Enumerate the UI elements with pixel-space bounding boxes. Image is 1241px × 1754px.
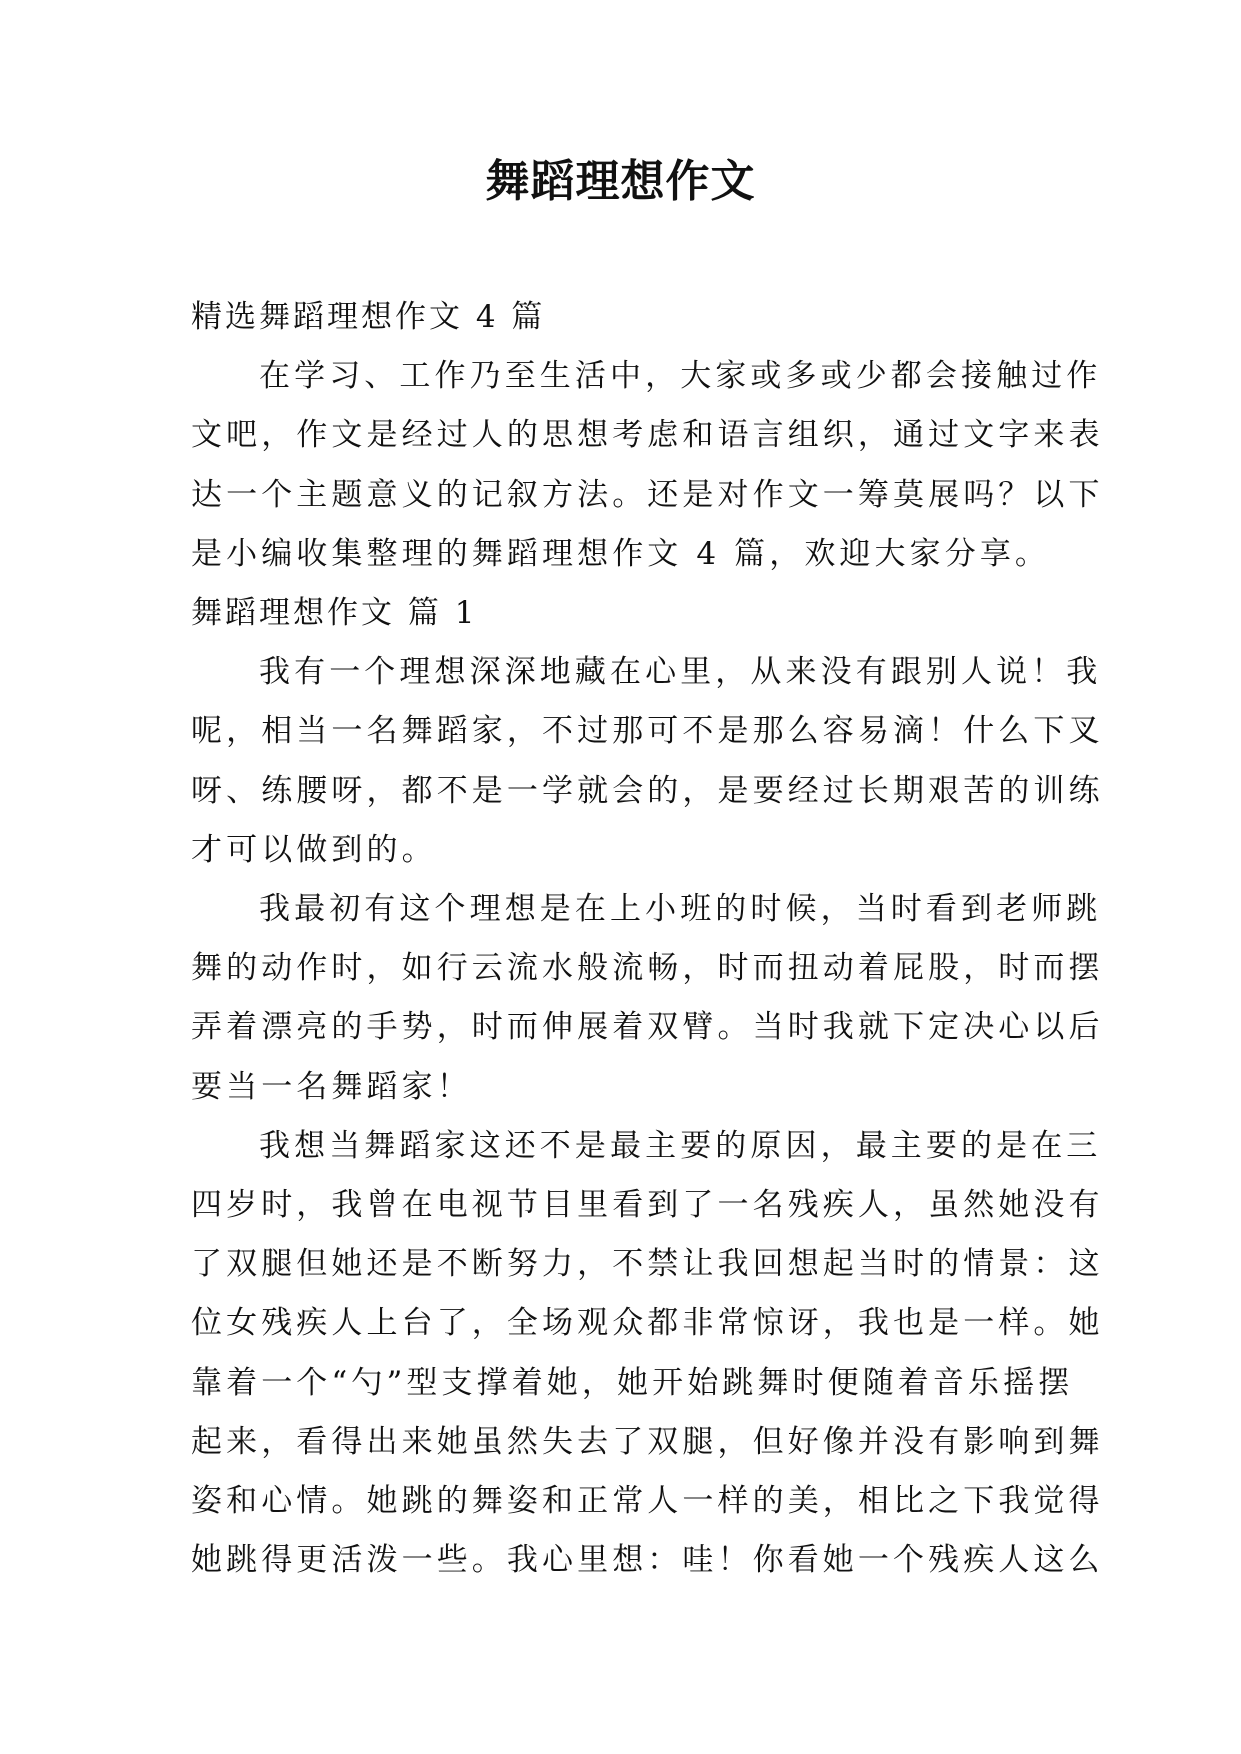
text-line: 靠着一个“勺”型支撑着她，她开始跳舞时便随着音乐摇摆 [191,1364,1074,1401]
text-line: 才可以做到的。 [191,831,437,868]
text-line: 要当一名舞蹈家！ [191,1068,472,1105]
text-line: 位女残疾人上台了，全场观众都非常惊讶，我也是一样。她 [191,1305,1104,1342]
document-title: 舞蹈理想作文 [485,156,756,207]
text-line: 我有一个理想深深地藏在心里，从来没有跟别人说！我 [259,654,1102,691]
text-line: 在学习、工作乃至生活中，大家或多或少都会接触过作 [259,358,1102,395]
text-line: 了双腿但她还是不断努力，不禁让我回想起当时的情景：这 [191,1246,1104,1283]
text-line: 呢，相当一名舞蹈家，不过那可不是那么容易滴！什么下叉 [191,713,1104,750]
text-line: 起来，看得出来她虽然失去了双腿，但好像并没有影响到舞 [191,1423,1104,1460]
document-body [191,288,1104,1590]
text-line: 呀、练腰呀，都不是一学就会的，是要经过长期艰苦的训练 [191,772,1104,809]
text-line: 我最初有这个理想是在上小班的时候，当时看到老师跳 [259,891,1102,928]
section-heading: 精选舞蹈理想作文 4 篇 [191,299,546,335]
text-line: 是小编收集整理的舞蹈理想作文 4 篇，欢迎大家分享。 [191,535,1051,572]
text-line: 文吧，作文是经过人的思想考虑和语言组织，通过文字来表 [191,417,1104,454]
text-line: 达一个主题意义的记叙方法。还是对作文一筹莫展吗？以下 [191,476,1104,513]
text-line: 舞的动作时，如行云流水般流畅，时而扭动着屁股，时而摆 [191,950,1104,987]
text-line: 我想当舞蹈家这还不是最主要的原因，最主要的是在三 [259,1127,1102,1164]
text-line: 弄着漂亮的手势，时而伸展着双臂。当时我就下定决心以后 [191,1009,1104,1046]
section-heading: 舞蹈理想作文 篇 1 [191,595,478,632]
text-line: 四岁时，我曾在电视节目里看到了一名残疾人，虽然她没有 [191,1187,1104,1224]
text-line: 姿和心情。她跳的舞姿和正常人一样的美，相比之下我觉得 [191,1483,1104,1520]
text-line: 她跳得更活泼一些。我心里想：哇！你看她一个残疾人这么 [191,1542,1104,1579]
